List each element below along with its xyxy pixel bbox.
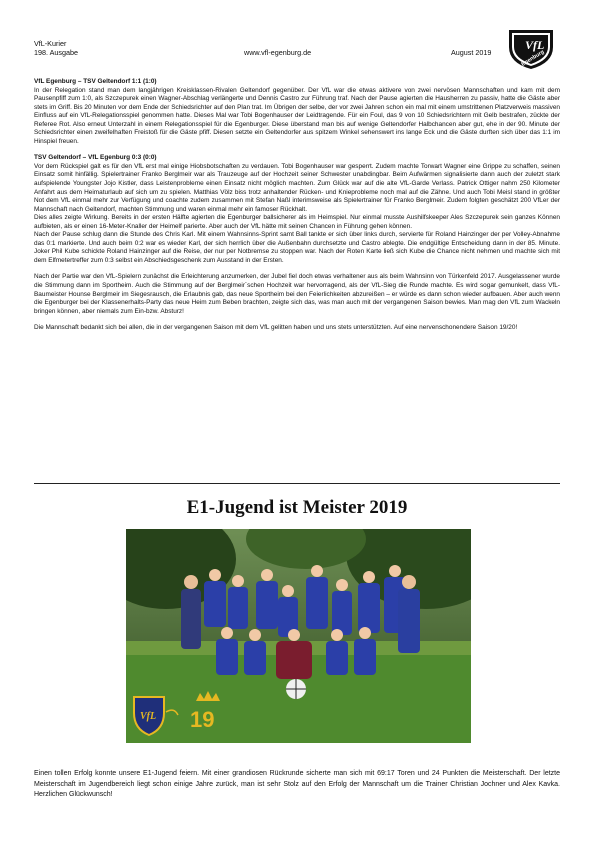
article2-heading: TSV Geltendorf – VfL Egenburg 0:3 (0:0)	[34, 154, 157, 162]
article2-paragraph4: Nach der Partie war den VfL-Spielern zunächst die Erleichterung anzumerken, der Jubel fiel doch etwas verhaltener aus als beim Wahnsinn von Türkenfeld 2017. Ausgelassener wurde die Stimmung dann im Sportheim. Auch die Stimmung auf der Berglmeir´schen Hochzeit war hervorragend, als der VfL-Sieg die Runde machte. Es wird sogar gemunkelt, dass VfL-Baumeister Hounse Berglmeir im Siegesrausch, die Erlaubnis gab, das neue Sportheim bei den Feierlichkeiten abzureißen – er würde es dann schon wieder aufbauen. Aber auch wenn die Egenburger bei der Klassenerhalts-Party das neue Heim zum Beben brachten, zeigte sich das, was man auch mit der vergangenen Saison bewies. Man mag den VfL zum Wackeln bringen können, aber niemals zum Ein-bzw. Absturz!	[34, 273, 560, 315]
website-url[interactable]: www.vfl-egenburg.de	[244, 48, 312, 57]
article2-paragraph2: Dies alles zeigte Wirkung. Bereits in der ersten Hälfte agierten die Egenburger ballsicherer als im Heimspiel. Nur einmal musste Aushilfskeeper Ales Szczepurek sein ganzes Können aufbieten, als er einen 16-Meter-Knaller der Heimelf parierte. Aber auch der VfL hätte mit seinen Chancen in Führung gehen können.	[34, 214, 560, 230]
crest-text: Egenburg	[520, 49, 546, 68]
header-left	[34, 39, 78, 57]
article3-caption: Einen tollen Erfolg konnte unsere E1-Jugend feiern. Mit einer grandiosen Rückrunde sicherte man sich mit 69:17 Toren und 24 Punkten die Meisterschaft. Der letzte Meisterschaft im Jugendbereich liegt schon einige Jahre zurück, man ist sehr Stolz auf den Erfolg der Mannschaft um die Trainer Christian Jochner und Alex Kavka. Herzlichen Glückwunsch!	[34, 770, 560, 798]
svg-text:VfL: VfL	[525, 38, 545, 52]
issue-number: 198. Ausgabe	[34, 48, 78, 57]
newsletter-title: VfL-Kurier	[34, 39, 67, 48]
issue-date: August 2019	[451, 48, 492, 57]
season-badge: 19	[190, 707, 215, 732]
svg-text:VfL: VfL	[140, 711, 157, 722]
article1-body: In der Relegation stand man dem langjährigen Kreisklassen-Rivalen Geltendorf gegenüber. Der VfL war die etwas aktivere von zwei nervösen Mannschaften und kam mit dem Pausenpfiff zum 1:0, als Szczepurek einen Wagner-Abschlag verlängerte und Dennis Castro zur Führung traf. Nach der Pause agierten die Hausherren zu passiv, hatte die Gäste aber stets im Griff. Bis 20 Minuten vor dem Ende der Schiedsrichter auf den Plan trat. Im Übrigen der selbe, der vor zwei Jahren schon ein mal mit einem umstrittenen Platzverweis massiven Einfluss auf ein VfL-Relegationsspiel genommen hatte. Dieses Mal war Tobi Bogenhauser der Leidtragende. Für ein Foul, das 9 von 10 Schiedsrichtern mit Gelb bestrafen, zückte der Referee Rot. Also erneut Unterzahl in einem Relegationsspiel für die Egenburger. Diese überstand man bis auf wenige Geltendorfer Halbchancen aber gut, ehe in der 90. Minute der Schiedsrichter einen zweifelhaften Freistoß für die Gäste pfiff. Diesen setzte ein Geltendorfer aus spitzem Winkel sehenswert ins lange Eck und die Gäste durften sich über das 1:1 im Hinspiel freuen.	[34, 86, 560, 145]
article2-paragraph3: Nach der Pause schlug dann die Stunde des Chris Karl. Mit einem Wahnsinns-Sprint samt Ball tankte er sich über links durch, servierte für Roland Hainzinger der per Volley-Abnahme das 0:1 markierte. Und auch beim 0:2 war es wieder Karl, der sich herrlich über die Außenbahn durchsetzte und Castro ablegte. Die endgültige Entscheidung dann in der 85. Minute. Joker Phil Kube schickte Roland Hainzinger auf die Reise, der nur per Notbremse zu stoppen war. Nach der Roten Karte ließ sich Kube die Chance nicht nehmen und machte sich mit dem Elfmetertreffer zum 0:3 selbst ein Abschiedsgeschenk zum Ausstand in der Ersten.	[34, 231, 560, 264]
article2-paragraph1: Vor dem Rückspiel galt es für den VfL erst mal einige Hiobsbotschaften zu verdauen. Tobi Bogenhauser war gesperrt. Zudem machte Torwart Wagner eine Grippe zu schaffen, seinen Einsatz somit hinfällig. Spielertrainer Franko Berglmeir war als Trauzeuge auf der Hochzeit seiner Schwester unabdingbar. Beim Aufwärmen signalisierte dann auch der zuletzt stark aufspielende Youngster Jojo Kistler, dass Leistenprobleme einen Einsatz nicht möglich machten. Zum Glück war auf die alte VfL-Garde Verlass. Patrick Ottiger nahm 250 Kilometer Anfahrt aus dem Heimaturlaub auf sich um zu spielen. Matthias Völz biss trotz anhaltender Rücken- und Knieprobleme noch mal auf die Zähne. Und auch Tobi Meisl stand in größter Not dem VfL einmal mehr zur Verfügung und coachte zudem zusammen mit Stefan Naßl interimsweise als Spielertrainer für Franko Berglmeir. Zudem folgten geschätzt 200 VfLer der Mannschaft nach Geltendorf, machten Stimmung und waren einmal mehr ein famoser Rückhalt.	[34, 162, 560, 213]
team-photo	[126, 529, 471, 743]
article1-heading: VfL Egenburg – TSV Geltendorf 1:1 (1:0)	[34, 78, 157, 85]
section-divider	[34, 483, 560, 484]
article2-paragraph5: Die Mannschaft bedankt sich bei allen, die in der vergangenen Saison mit dem VfL gelitten haben und uns stets unterstützten. Auf eine nervenschonendere Saison 19/20!	[34, 324, 518, 332]
article3-headline: E1-Jugend ist Meister 2019	[186, 497, 408, 518]
main-content	[34, 78, 560, 333]
vfl-egenburg-crest-icon	[505, 27, 557, 71]
